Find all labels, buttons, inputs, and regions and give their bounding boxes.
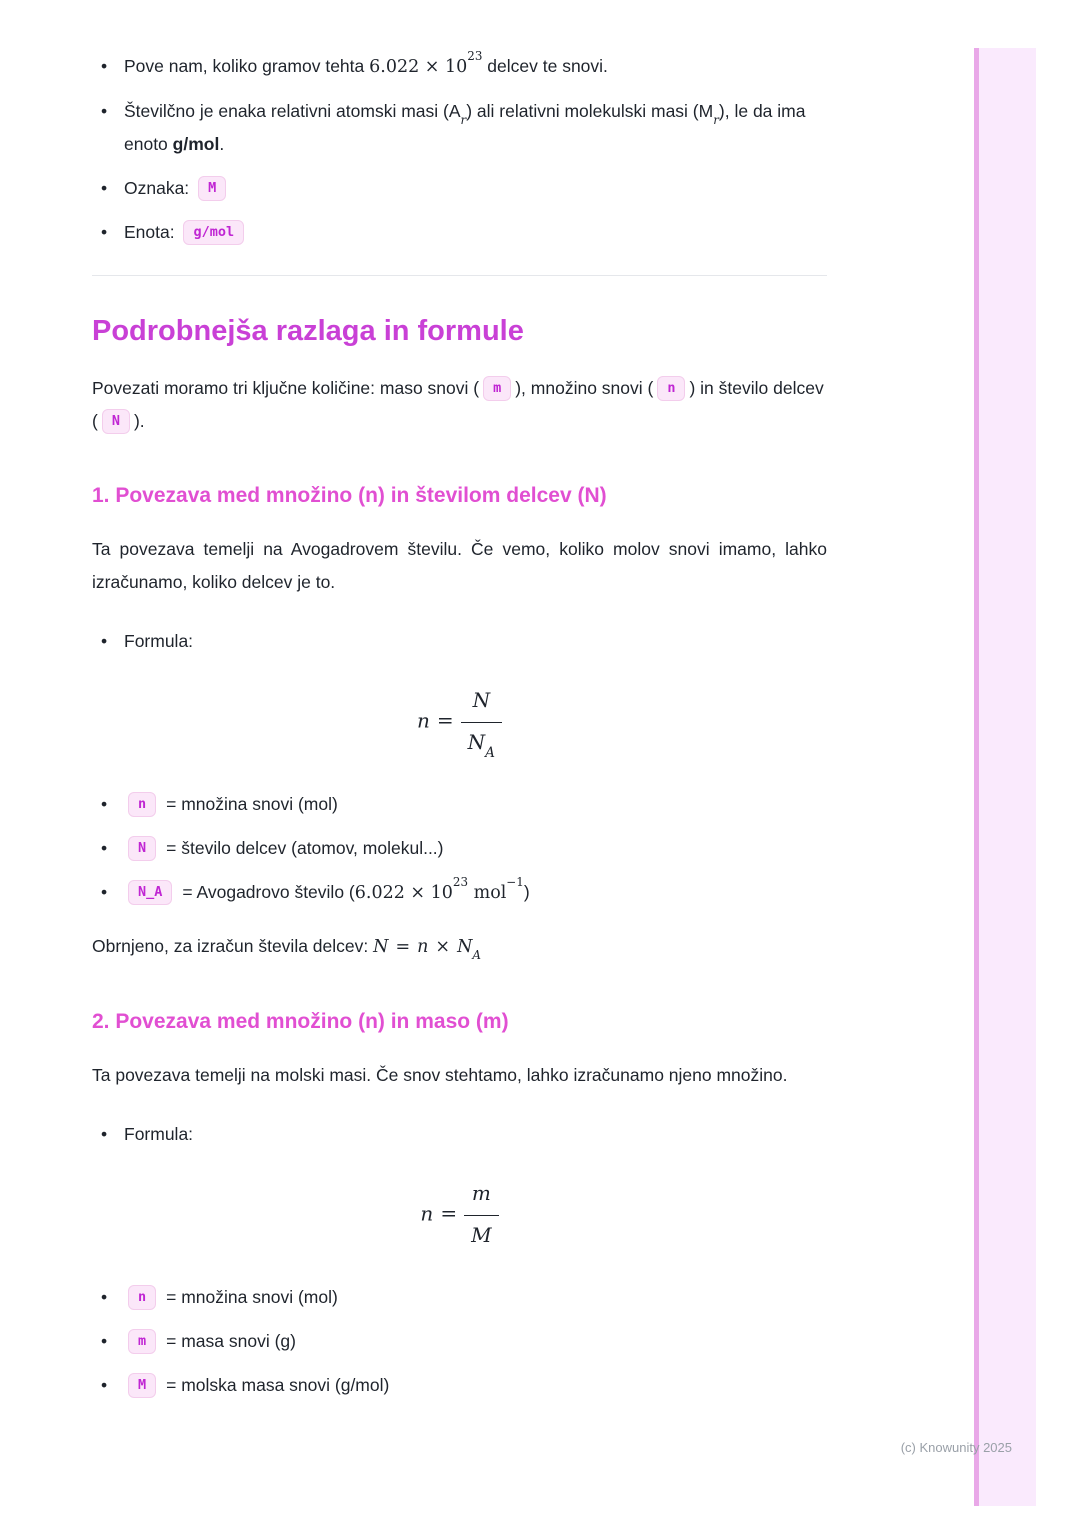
- math-var: m: [471, 1181, 491, 1205]
- definition-text: = masa snovi (g): [166, 1331, 296, 1351]
- list-item: [92, 50, 827, 84]
- unit-exponent: −1: [506, 874, 524, 889]
- bullet-text: ) ali relativni molekulski masi (M: [466, 101, 714, 121]
- math-equals: =: [395, 937, 411, 957]
- intro-text: ), množino snovi (: [515, 378, 654, 398]
- exponent: 23: [452, 874, 469, 889]
- code-chip-n: n: [657, 376, 685, 401]
- fraction-numerator: [464, 1177, 498, 1215]
- subsection-paragraph: Ta povezava temelji na Avogadrovem številu. Če vemo, koliko molov snovi imamo, lahko izračunamo, koliko delcev je to.: [92, 539, 827, 592]
- bullet-text: .: [219, 134, 225, 154]
- unit: mol: [468, 883, 507, 903]
- code-chip-n: n: [128, 1285, 156, 1310]
- definition-text: = Avogadrovo število (: [182, 882, 355, 902]
- subscript-r: r: [460, 113, 467, 128]
- math-equals: =: [440, 1201, 458, 1226]
- fraction-denominator: [464, 1215, 498, 1253]
- intro-text: ) in število delcev (: [92, 378, 824, 431]
- formula-label-list: [92, 1118, 827, 1151]
- math-subscript: A: [472, 948, 481, 963]
- list-item: [92, 172, 827, 205]
- definition-text: = molska masa snovi (g/mol): [166, 1375, 390, 1395]
- intro-text: Povezati moramo tri ključne količine: maso snovi (: [92, 378, 480, 398]
- fraction-denominator: [461, 722, 502, 760]
- math-subscript: A: [485, 745, 495, 762]
- intro-text: ).: [133, 411, 145, 431]
- code-chip-symbol: M: [198, 176, 226, 201]
- math-lhs: n: [420, 1201, 434, 1226]
- mantissa: 6.022 × 10: [369, 57, 468, 77]
- list-item: [92, 625, 827, 658]
- section-title: Podrobnejša razlaga in formule: [92, 315, 524, 347]
- formula-display-1: [92, 684, 827, 760]
- scientific-number: [354, 874, 524, 903]
- math-var: n: [417, 937, 429, 957]
- divider: [92, 275, 827, 276]
- definition-text: = število delcev (atomov, molekul...): [166, 838, 444, 858]
- copyright-footer: (c) Knowunity 2025: [900, 1440, 1012, 1455]
- section-intro: [92, 372, 827, 438]
- list-item: [92, 1369, 827, 1402]
- code-chip-N: N: [102, 409, 130, 434]
- list-item: [92, 1118, 827, 1151]
- list-item: [92, 1281, 827, 1314]
- fraction: [461, 684, 502, 760]
- formula-label-list: [92, 625, 827, 658]
- list-item: [92, 1325, 827, 1358]
- formula-display-2: [92, 1177, 827, 1253]
- list-item: [92, 832, 827, 865]
- bold-unit: g/mol: [172, 134, 220, 154]
- field-label: Oznaka:: [124, 178, 190, 198]
- code-chip-NA: N_A: [128, 880, 172, 905]
- math-var: M: [471, 1223, 492, 1247]
- math-lhs: n: [417, 708, 430, 733]
- scientific-number: [369, 48, 483, 77]
- code-chip-m: m: [128, 1329, 156, 1354]
- definition-text: ): [523, 882, 530, 902]
- math-var: N: [472, 688, 491, 712]
- code-chip-unit: g/mol: [183, 220, 244, 245]
- subsection-title-2: 2. Povezava med množino (n) in maso (m): [92, 1010, 509, 1033]
- definition-text: = množina snovi (mol): [166, 1287, 338, 1307]
- mantissa: 6.022 × 10: [354, 883, 453, 903]
- bullet-text: delcev te snovi.: [482, 56, 608, 76]
- bullet-text: Pove nam, koliko gramov tehta: [124, 56, 370, 76]
- subsection-paragraph: Ta povezava temelji na molski masi. Če snov stehtamo, lahko izračunamo njeno množino.: [92, 1065, 788, 1085]
- bullet-text: Številčno je enaka relativni atomski masi (A: [124, 101, 461, 121]
- list-item: [92, 95, 827, 161]
- definition-text: = množina snovi (mol): [166, 794, 338, 814]
- math-var: N: [467, 730, 486, 754]
- math-var: N: [457, 937, 473, 957]
- list-item: [92, 216, 827, 249]
- definition-list-2: [92, 1281, 827, 1402]
- list-item: [92, 876, 827, 910]
- field-label: Enota:: [124, 222, 175, 242]
- exponent: 23: [467, 48, 483, 63]
- inverse-text: Obrnjeno, za izračun števila delcev:: [92, 936, 374, 956]
- fraction-numerator: [461, 684, 502, 722]
- formula-label: Formula:: [124, 631, 194, 651]
- bullet-text: ), le da ima enoto: [124, 101, 806, 154]
- math-times: ×: [435, 937, 451, 957]
- math-var: N: [373, 937, 389, 957]
- subscript-r: r: [713, 113, 719, 128]
- code-chip-m: m: [483, 376, 511, 401]
- math-equals: =: [436, 708, 454, 733]
- code-chip-N: N: [128, 836, 156, 861]
- fraction: [464, 1177, 498, 1253]
- subsection-title-1: 1. Povezava med množino (n) in številom delcev (N): [92, 484, 607, 507]
- formula-label: Formula:: [124, 1124, 194, 1144]
- inverse-formula-line: [92, 930, 827, 964]
- code-chip-M: M: [128, 1373, 156, 1398]
- code-chip-n: n: [128, 792, 156, 817]
- property-list: [92, 50, 827, 249]
- definition-list-1: [92, 788, 827, 910]
- list-item: [92, 788, 827, 821]
